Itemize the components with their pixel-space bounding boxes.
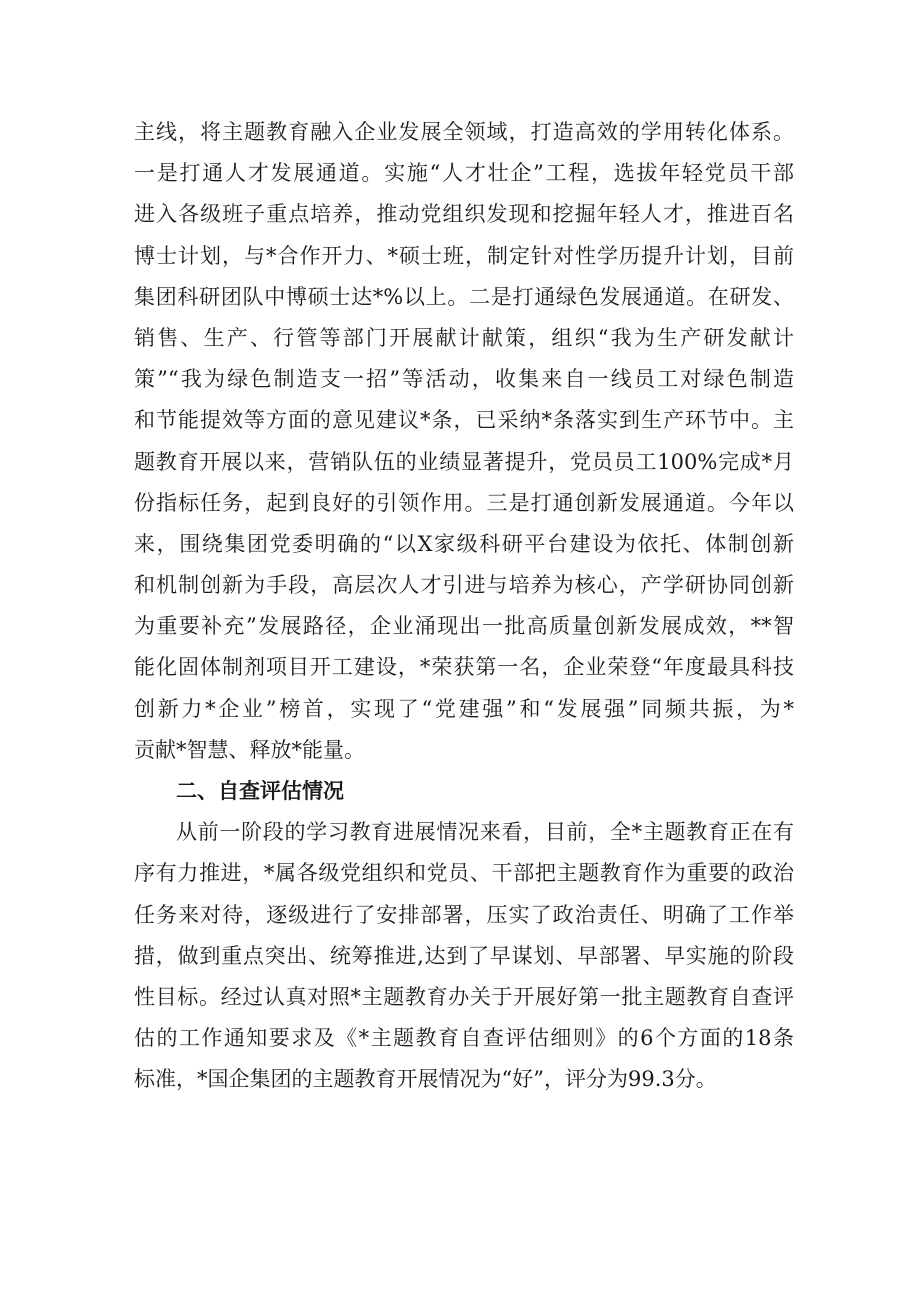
paragraph-line: 和机制创新为手段，高层次人才引进与培养为核心，产学研协同创新 <box>134 573 794 598</box>
paragraph-line: 和节能提效等方面的意见建议*条，已采纳*条落实到生产环节中。主 <box>134 408 794 433</box>
paragraph-line: 贡献*智慧、释放*能量。 <box>134 737 365 762</box>
paragraph-line: 策”“我为绿色制造支一招”等活动，收集来自一线员工对绿色制造 <box>134 367 794 392</box>
paragraph-line: 标准，*国企集团的主题教育开展情况为“好”，评分为99.3分。 <box>134 1067 717 1092</box>
paragraph-line: 创新力*企业”榜首，实现了“党建强”和“发展强”同频共振，为* <box>134 696 794 721</box>
paragraph-line: 能化固体制剂项目开工建设，*荣获第一名，企业荣登“年度最具科技 <box>134 655 794 680</box>
paragraph-line: 来，围绕集团党委明确的“以X家级科研平台建设为依托、体制创新 <box>134 531 794 556</box>
paragraph-line: 序有力推进，*属各级党组织和党员、干部把主题教育作为重要的政治 <box>134 861 794 886</box>
paragraph-line: 性目标。经过认真对照*主题教育办关于开展好第一批主题教育自查评 <box>134 984 794 1009</box>
paragraph-line: 估的工作通知要求及《*主题教育自查评估细则》的6个方面的18条 <box>134 1026 794 1051</box>
paragraph-line: 集团科研团队中博硕士达*%以上。二是打通绿色发展通道。在研发、 <box>134 284 794 309</box>
paragraph-line: 进入各级班子重点培养，推动党组织发现和挖掘年轻人才，推进百名 <box>134 202 794 227</box>
paragraph-line: 任务来对待，逐级进行了安排部署，压实了政治责任、明确了工作举 <box>134 902 794 927</box>
section-heading: 二、自查评估情况 <box>176 779 344 803</box>
paragraph-line: 措，做到重点突出、统筹推进,达到了早谋划、早部署、早实施的阶段 <box>134 943 794 968</box>
paragraph-line: 一是打通人才发展通道。实施“人才壮企”工程，选拔年轻党员干部 <box>134 161 794 186</box>
document-body <box>134 112 794 1101</box>
paragraph-line: 主线，将主题教育融入企业发展全领域，打造高效的学用转化体系。 <box>134 120 794 144</box>
paragraph-line: 博士计划，与*合作开力、*硕士班，制定针对性学历提升计划，目前 <box>134 243 794 268</box>
paragraph-line: 从前一阶段的学习教育进展情况来看，目前，全*主题教育正在有 <box>176 820 794 845</box>
paragraph-line: 为重要补充”发展路径，企业涌现出一批高质量创新发展成效，**智 <box>134 614 794 639</box>
paragraph-line: 题教育开展以来，营销队伍的业绩显著提升，党员员工100%完成*月 <box>134 449 794 474</box>
paragraph-line: 销售、生产、行管等部门开展献计献策，组织“我为生产研发献计 <box>134 325 794 350</box>
paragraph-line: 份指标任务，起到良好的引领作用。三是打通创新发展通道。今年以 <box>134 490 794 515</box>
